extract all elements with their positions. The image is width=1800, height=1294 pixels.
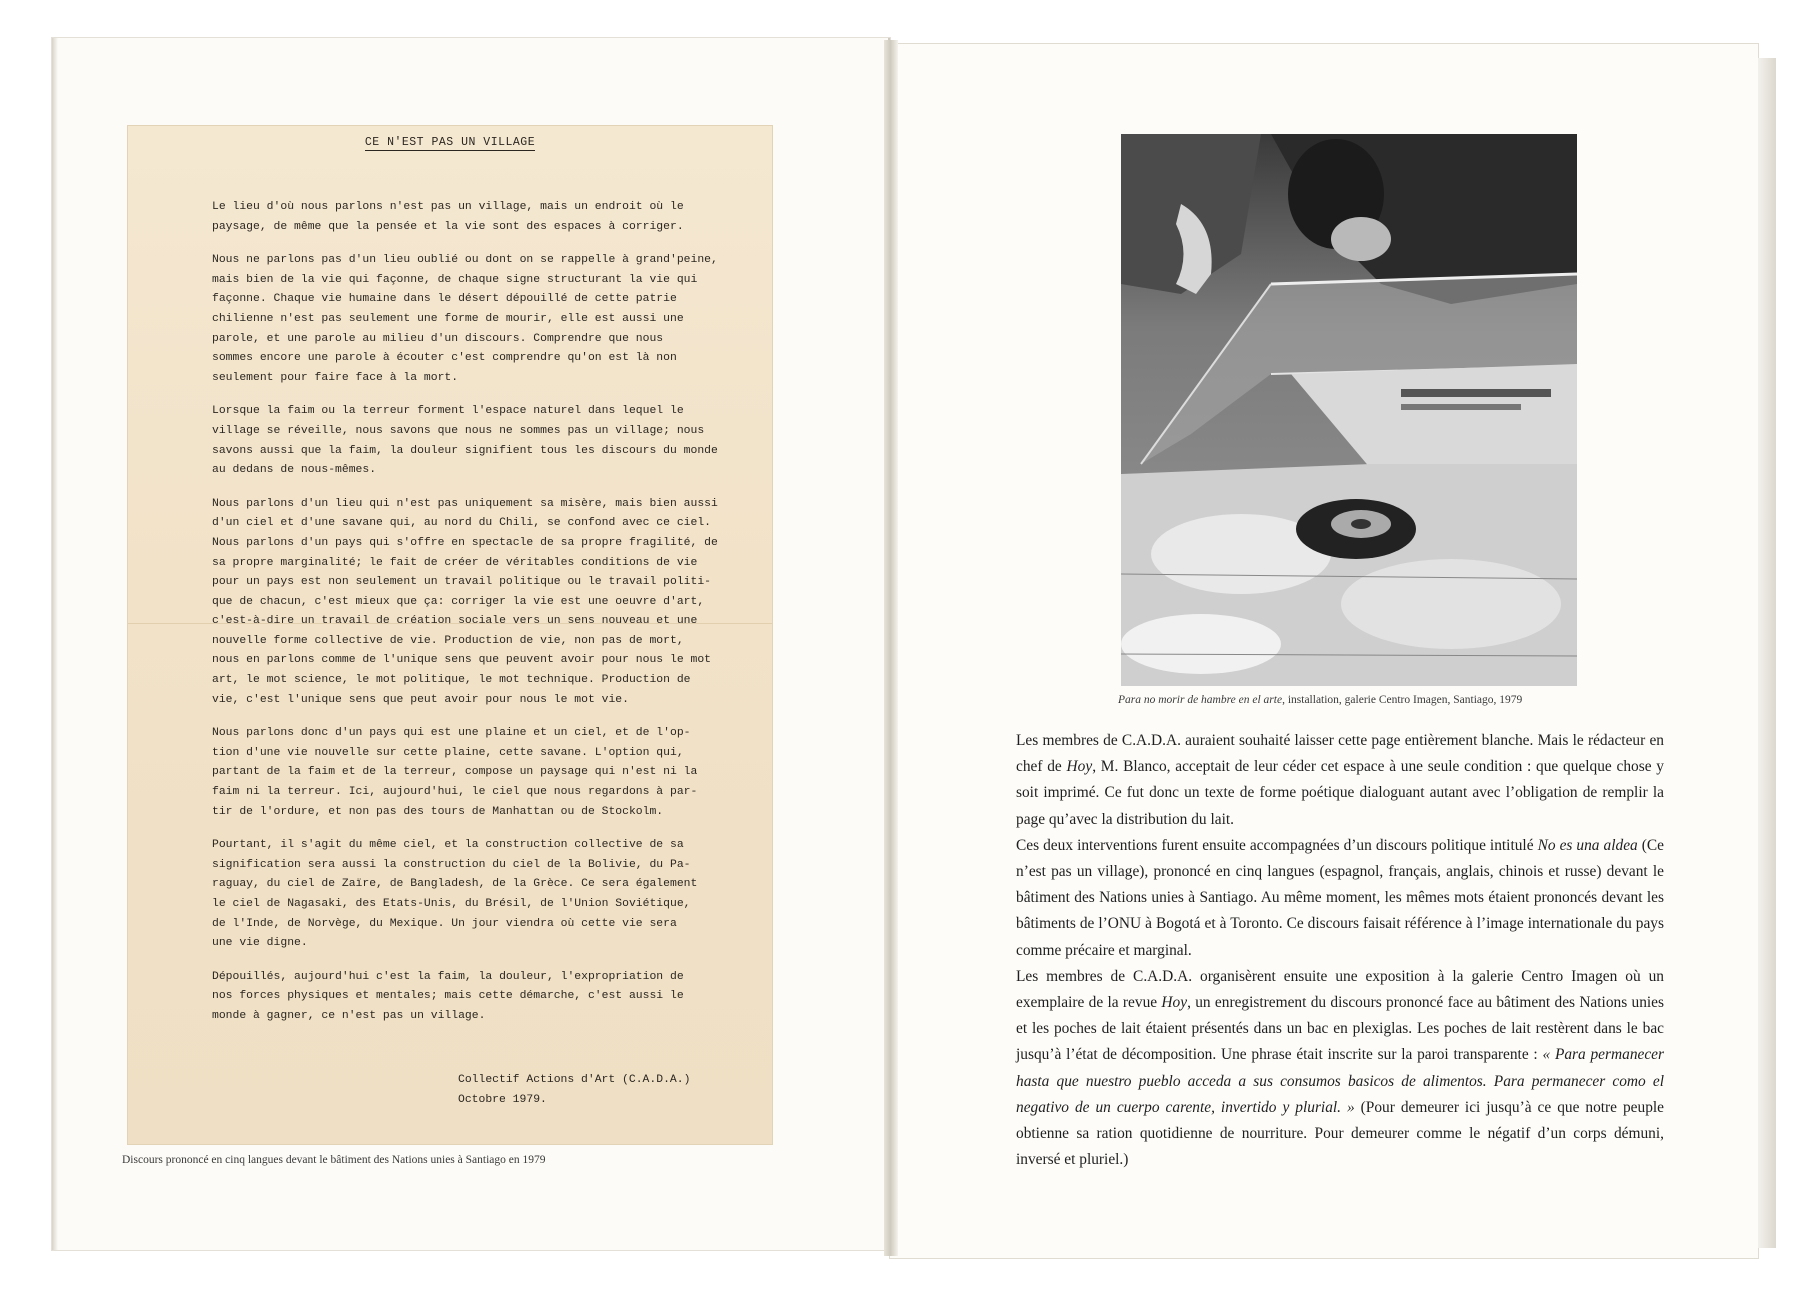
letter-paragraph: Pourtant, il s'agit du même ciel, et la construction collective de sa signification sera aussi la construction du ciel de la Bolivie, du Pa- raguay, du ciel de Zaïre, de Bangladesh, de la Grèce. Ce sera également le ciel de Nagasaki, des Etats-Unis, du Brésil, de l'Union Soviétique, de l'Inde, de Norvège, du Mexique. Un jour viendra où cette vie sera une vie digne. [212, 839, 698, 950]
body-text-run: Les membres de C.A.D.A. organisèrent ensuite une exposition à la galerie Centro Imagen où un exemplaire de la revue [1016, 967, 1664, 1012]
body-text-run: , M. Blanco, acceptait de leur céder cet espace à une seule condition : que quelque chose y soit imprimé. Ce fut donc un texte de forme poétique dialoguant autant avec l’obligation de remplir la page qu’avec la distribution du lait. [1016, 758, 1664, 828]
body-text [1016, 728, 1664, 1173]
installation-photo [1121, 134, 1577, 686]
letter-signature: Collectif Actions d'Art (C.A.D.A.) Octobre 1979. [458, 1074, 691, 1106]
body-text-run: , un enregistrement du discours prononcé face au bâtiment des Nations unies et les poches de lait étaient présentés dans un bac en plexiglas. Les poches de lait restèrent dans le bac jusqu’à l’état de décomposition. Une phrase était inscrite sur la paroi transparente : [1016, 994, 1664, 1064]
body-paragraph [1016, 833, 1664, 964]
body-text-quote: « Para permanecer hasta que nuestro pueblo acceda a sus consumos basicos de alimentos. Para permanecer como el negativo de un cuerpo carente, invertido y plurial. » [1016, 1046, 1664, 1116]
letter-title-text: CE N'EST PAS UN VILLAGE [364, 136, 536, 149]
photo-caption [1118, 694, 1522, 706]
letter-paragraph: Nous ne parlons pas d'un lieu oublié ou dont on se rappelle à grand'peine, mais bien de la vie qui façonne, de chaque signe structurant la vie qui façonne. Chaque vie humaine dans le désert dépouillé de cette patrie chilienne n'est pas seulement une forme de mourir, elle est aussi une parole, et une parole au milieu d'un discours. Comprendre que nous sommes encore une parole à écouter c'est comprendre qu'on est là non seulement pour faire face à la mort. [212, 254, 718, 384]
book-gutter [884, 40, 898, 1256]
body-text-italic: Hoy [1066, 758, 1093, 776]
photo-caption-title: Para no morir de hambre en el arte [1118, 694, 1283, 706]
body-text-run: Les membres de C.A.D.A. auraient souhaité laisser cette page entièrement blanche. Mais le rédacteur en chef de [1016, 732, 1664, 776]
letter-paragraph: Lorsque la faim ou la terreur forment l'espace naturel dans lequel le village se réveille, nous savons que nous ne sommes pas un village; nous savons aussi que la faim, la douleur signifient tous les discours du monde au dedans de nous-mêmes. [212, 405, 718, 477]
body-text-run: Ces deux interventions furent ensuite accompagnées d’un discours politique intitulé [1016, 836, 1538, 854]
photo-installation-icon [1121, 134, 1577, 686]
body-text-italic: Hoy [1161, 994, 1188, 1012]
body-text-run: (Ce n’est pas un village), prononcé en cinq langues (espagnol, français, anglais, chinois et russe) devant le bâtiment des Nations unies à Santiago. Au même moment, les mêmes mots étaient prononcés devant les bâtiments de l’ONU à Bogotá et à Toronto. Ce discours faisait référence à l’image internationale du pays comme précaire et marginal. [1016, 836, 1664, 959]
body-text-run: (Pour demeurer ici jusqu’à ce que notre peuple obtienne sa ration quotidienne de nourriture. Pour demeurer comme le négatif d’un corps démuni, inversé et pluriel.) [1016, 1098, 1665, 1169]
body-paragraph [1016, 964, 1664, 1174]
letter-body [212, 198, 752, 1041]
body-paragraph [1016, 728, 1664, 833]
left-caption: Discours prononcé en cinq langues devant le bâtiment des Nations unies à Santiago en 1979 [122, 1154, 546, 1166]
letter-paragraph: Le lieu d'où nous parlons n'est pas un village, mais un endroit où le paysage, de même que la pensée et la vie sont des espaces à corriger. [212, 201, 684, 233]
letter-paragraph: Nous parlons donc d'un pays qui est une plaine et un ciel, et de l'op- tion d'une vie nouvelle sur cette plaine, cette savane. L'option qui, partant de la faim et de la terreur, compose un paysage qui n'est ni la faim ni la terreur. Ici, aujourd'hui, le ciel que nous regardons à par- tir de l'ordure, et non pas des tours de Manhattan ou de Stockolm. [212, 727, 698, 818]
letter-title [128, 136, 772, 149]
photo-caption-details: , installation, galerie Centro Imagen, Santiago, 1979 [1282, 694, 1523, 706]
letter-paragraph: Nous parlons d'un lieu qui n'est pas uniquement sa misère, mais bien aussi d'un ciel et d'une savane qui, au nord du Chili, se confond avec ce ciel. Nous parlons d'un pays qui s'offre en spectacle de sa propre fragilité, de sa propre marginalité; le fait de créer de véritables conditions de vie pour un pays est non seulement un travail politique ou le travail politi- que de chacun, c'est mieux que ça: corriger la vie est une oeuvre d'art, c'est-à-dire un travail de création sociale vers un sens nouveau et une nouvelle forme collective de vie. Production de vie, non pas de mort, nous en parlons comme de l'unique sens que peuvent avoir pour nous le mot art, le mot science, le mot politique, le mot technique. Production de vie, c'est l'unique sens que peut avoir pour nous le mot vie. [212, 497, 718, 706]
letter-paragraph: Dépouillés, aujourd'hui c'est la faim, la douleur, l'expropriation de nos forces physiques et mentales; mais cette démarche, c'est aussi le monde à gagner, ce n'est pas un village. [212, 970, 684, 1022]
body-text-italic: No es una aldea [1537, 836, 1638, 854]
typed-letter-image [128, 126, 772, 1144]
